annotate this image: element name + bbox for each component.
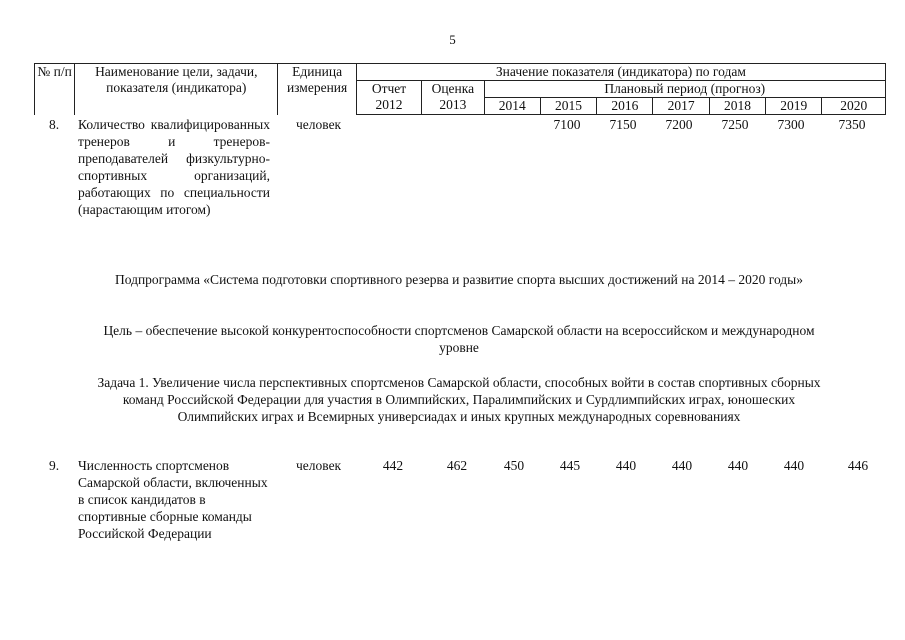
header-year: 2020 xyxy=(822,98,886,115)
unit-cell: человек xyxy=(296,458,342,473)
indicator-name: Численность спортсменов Самарской области, включенных в список кандидатов в спортивные сборные команды Российской Федерации xyxy=(78,458,268,541)
value-cell: 7300 xyxy=(777,117,805,132)
header-name: Наименование цели, задачи, показателя (индикатора) xyxy=(75,64,278,115)
header-year: 2017 xyxy=(653,98,709,115)
value-cell: 446 xyxy=(847,458,869,473)
table-header xyxy=(34,63,886,115)
goal-text: Цель – обеспечение высокой конкурентоспособности спортсменов Самарской области на всероссийском и международном уровне xyxy=(103,323,815,355)
value-cell: 450 xyxy=(503,458,525,473)
value-cell: 440 xyxy=(727,458,749,473)
header-year: 2014 xyxy=(484,98,540,115)
task-text: Задача 1. Увеличение числа перспективных спортсменов Самарской области, способных войти в состав спортивных сборных команд Российской Федерации для участия в Олимпийских, Паралимпийских и Сурдлимпийских играх, юношеских Олимпийских играх и Всемирных универсиадах и иных крупных международных соревнованиях xyxy=(97,375,821,424)
header-plan-period: Плановый период (прогноз) xyxy=(484,81,885,98)
subprogram-title: Подпрограмма «Система подготовки спортивного резерва и развитие спорта высших достижений на 2014 – 2020 годы» xyxy=(114,272,804,287)
value-cell: 440 xyxy=(615,458,637,473)
header-year: 2015 xyxy=(540,98,596,115)
value-cell: 7350 xyxy=(838,117,866,132)
value-cell: 440 xyxy=(671,458,693,473)
value-cell: 462 xyxy=(446,458,468,473)
row-number: 8. xyxy=(48,117,60,132)
value-cell: 7100 xyxy=(553,117,581,132)
page-number: 5 xyxy=(449,32,456,47)
row-number: 9. xyxy=(48,458,60,473)
unit-cell: человек xyxy=(296,117,342,132)
value-cell: 445 xyxy=(559,458,581,473)
header-year: 2019 xyxy=(766,98,822,115)
header-report: Отчет 2012 xyxy=(356,81,421,115)
value-cell: 442 xyxy=(382,458,404,473)
header-number: № п/п xyxy=(35,64,75,115)
value-cell: 7200 xyxy=(665,117,693,132)
indicator-name: Количество квалифицированных тренеров и тренеров-преподавателей физкультурно-спортивных организаций, работающих по специальности (нарастающим итогом) xyxy=(78,117,270,217)
header-year: 2016 xyxy=(597,98,653,115)
header-unit: Единица измерения xyxy=(278,64,356,115)
header-year: 2018 xyxy=(709,98,765,115)
header-estimate: Оценка 2013 xyxy=(422,81,484,115)
value-cell: 7150 xyxy=(609,117,637,132)
value-cell: 440 xyxy=(783,458,805,473)
value-cell: 7250 xyxy=(721,117,749,132)
header-values: Значение показателя (индикатора) по годам xyxy=(356,64,885,81)
